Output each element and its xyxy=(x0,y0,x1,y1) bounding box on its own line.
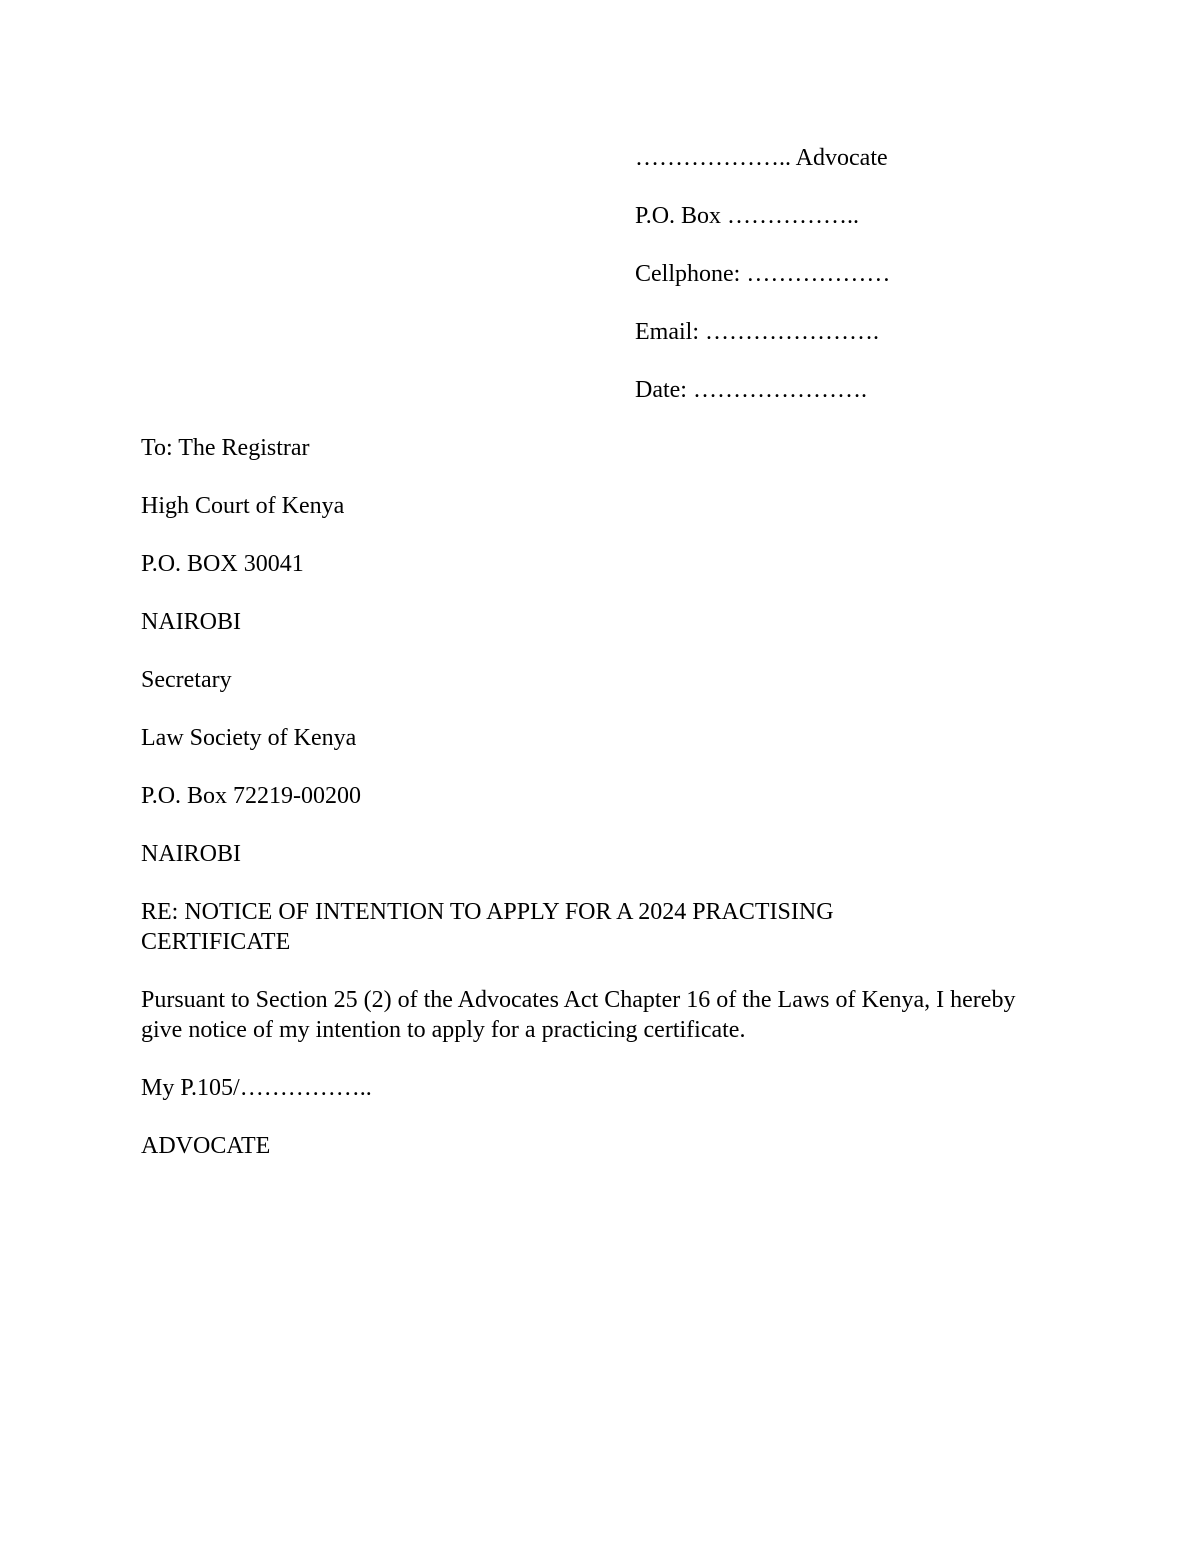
recipient-court-city: NAIROBI xyxy=(141,609,241,635)
body-paragraph: Pursuant to Section 25 (2) of the Advocates Act Chapter 16 of the Laws of Kenya, I hereby give notice of my intention to apply for a practicing certificate. xyxy=(141,987,1016,1043)
recipient-court: High Court of Kenya xyxy=(141,493,345,519)
sender-date: Date: …………………. xyxy=(635,377,867,403)
subject-line: RE: NOTICE OF INTENTION TO APPLY FOR A 2024 PRACTISING CERTIFICATE xyxy=(141,899,834,955)
sender-email: Email: …………………. xyxy=(635,319,879,345)
recipient-lsk-po-box: P.O. Box 72219-00200 xyxy=(141,783,362,809)
recipient-court-po-box: P.O. BOX 30041 xyxy=(141,551,304,577)
recipient-lsk-org: Law Society of Kenya xyxy=(141,725,357,751)
signature-label: ADVOCATE xyxy=(141,1133,271,1159)
recipient-lsk-city: NAIROBI xyxy=(141,841,241,867)
recipient-lsk-title: Secretary xyxy=(141,667,232,693)
sender-advocate: ……………….. Advocate xyxy=(635,145,888,171)
reference-number: My P.105/…………….. xyxy=(141,1075,372,1101)
recipient-to: To: The Registrar xyxy=(141,435,310,461)
sender-po-box: P.O. Box …………….. xyxy=(635,203,860,229)
sender-cellphone: Cellphone: ……………… xyxy=(635,261,891,287)
